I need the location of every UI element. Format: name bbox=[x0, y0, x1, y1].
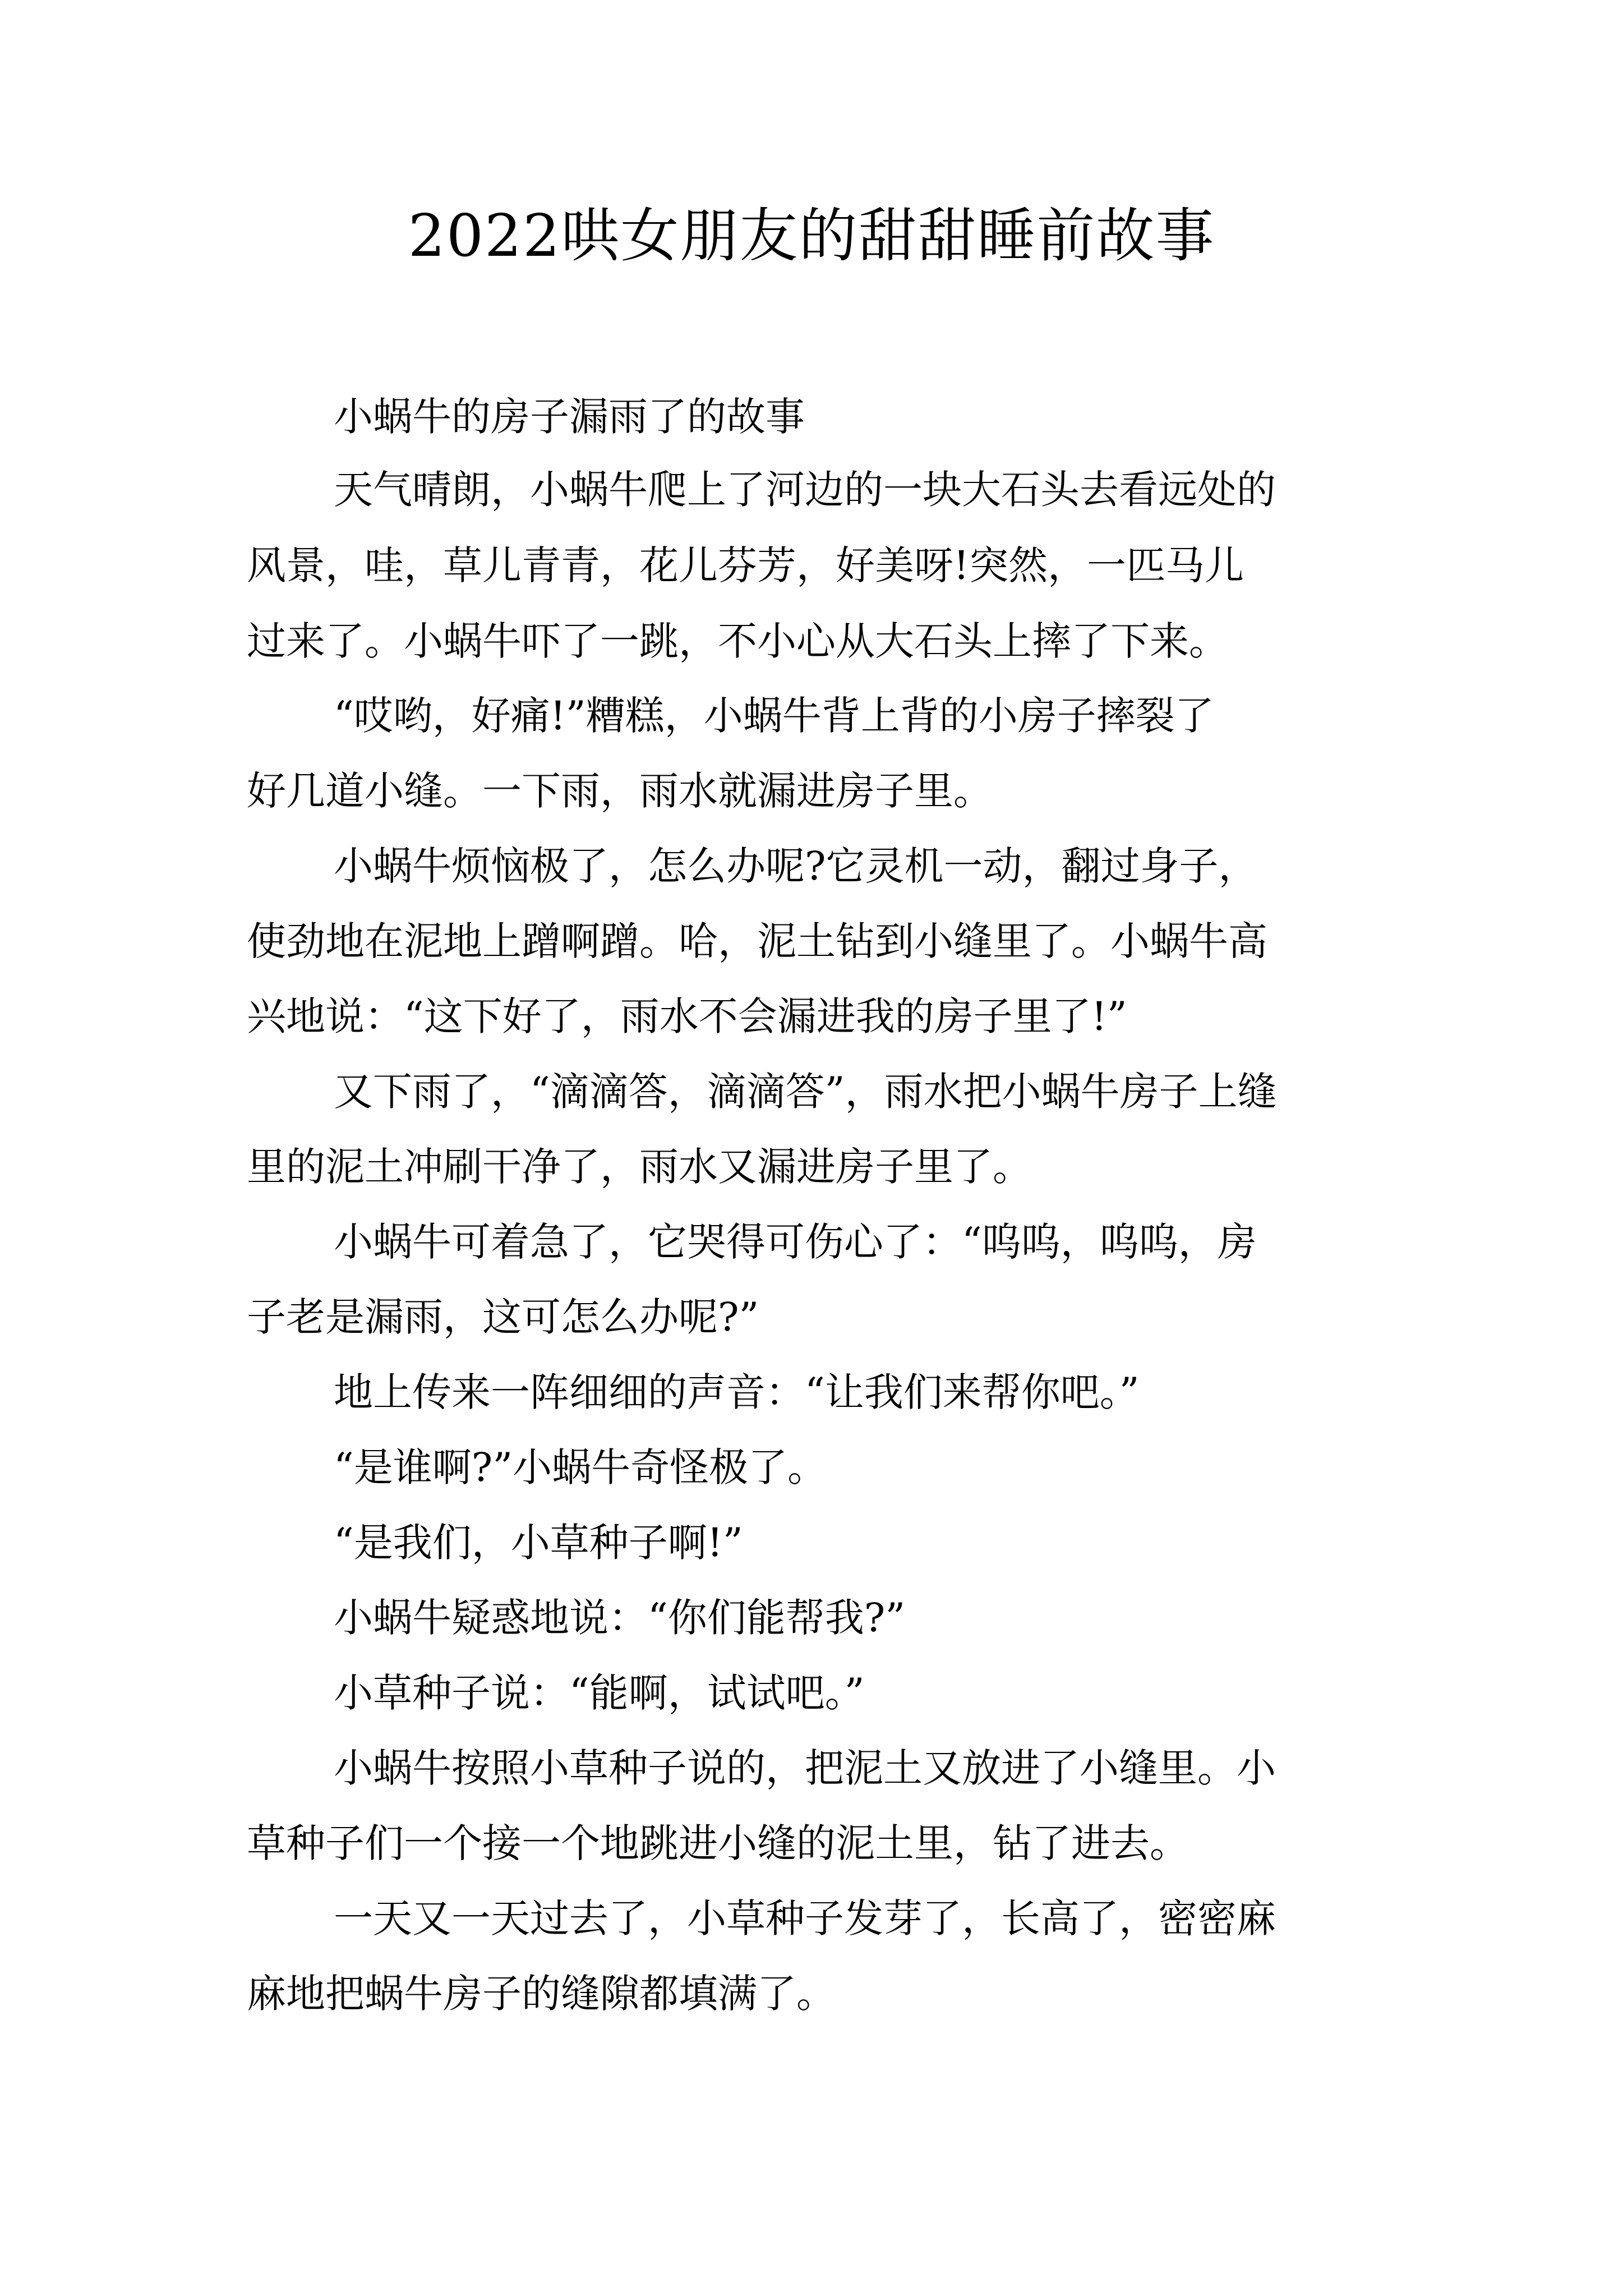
paragraph-line: 一天又一天过去了，小草种子发芽了，长高了，密密麻 bbox=[334, 1895, 1276, 1941]
paragraph-line: “是谁啊?”小蜗牛奇怪极了。 bbox=[334, 1444, 827, 1490]
paragraph-line: 小蜗牛疑惑地说：“你们能帮我?” bbox=[334, 1595, 906, 1641]
paragraph-line: 子老是漏雨，这可怎么办呢?” bbox=[247, 1294, 759, 1340]
paragraph-line: 兴地说：“这下好了，雨水不会漏进我的房子里了!” bbox=[247, 993, 1127, 1039]
paragraph-line: 风景，哇，草儿青青，花儿芬芳，好美呀!突然，一匹马儿 bbox=[247, 542, 1244, 588]
paragraph-line: 过来了。小蜗牛吓了一跳，不小心从大石头上摔了下来。 bbox=[247, 618, 1228, 664]
paragraph-line: 小蜗牛可着急了，它哭得可伤心了：“呜呜，呜呜，房 bbox=[334, 1219, 1257, 1265]
document-title: 2022哄女朋友的甜甜睡前故事 bbox=[408, 201, 1215, 270]
paragraph-line: 里的泥土冲刷干净了，雨水又漏进房子里了。 bbox=[247, 1144, 1032, 1190]
paragraph-line: 草种子们一个接一个地跳进小缝的泥土里，钻了进去。 bbox=[247, 1820, 1189, 1866]
paragraph-line: 小蜗牛按照小草种子说的，把泥土又放进了小缝里。小 bbox=[334, 1745, 1276, 1791]
story-heading: 小蜗牛的房子漏雨了的故事 bbox=[334, 394, 805, 440]
paragraph-line: 麻地把蜗牛房子的缝隙都填满了。 bbox=[247, 1971, 836, 2017]
paragraph-line: 天气晴朗，小蜗牛爬上了河边的一块大石头去看远处的 bbox=[334, 467, 1276, 513]
paragraph-line: 又下雨了，“滴滴答，滴滴答”，雨水把小蜗牛房子上缝 bbox=[334, 1069, 1277, 1115]
paragraph-line: “是我们，小草种子啊!” bbox=[334, 1520, 743, 1566]
paragraph-line: 小蜗牛烦恼极了，怎么办呢?它灵机一动，翻过身子， bbox=[334, 843, 1258, 889]
paragraph-line: 使劲地在泥地上蹭啊蹭。哈，泥土钻到小缝里了。小蜗牛高 bbox=[247, 918, 1267, 964]
paragraph-line: “哎哟，好痛!”糟糕，小蜗牛背上背的小房子摔裂了 bbox=[334, 693, 1214, 739]
paragraph-line: 好几道小缝。一下雨，雨水就漏进房子里。 bbox=[247, 768, 993, 814]
paragraph-line: 小草种子说：“能啊，试试吧。” bbox=[334, 1670, 865, 1716]
paragraph-line: 地上传来一阵细细的声音：“让我们来帮你吧。” bbox=[334, 1369, 1140, 1415]
